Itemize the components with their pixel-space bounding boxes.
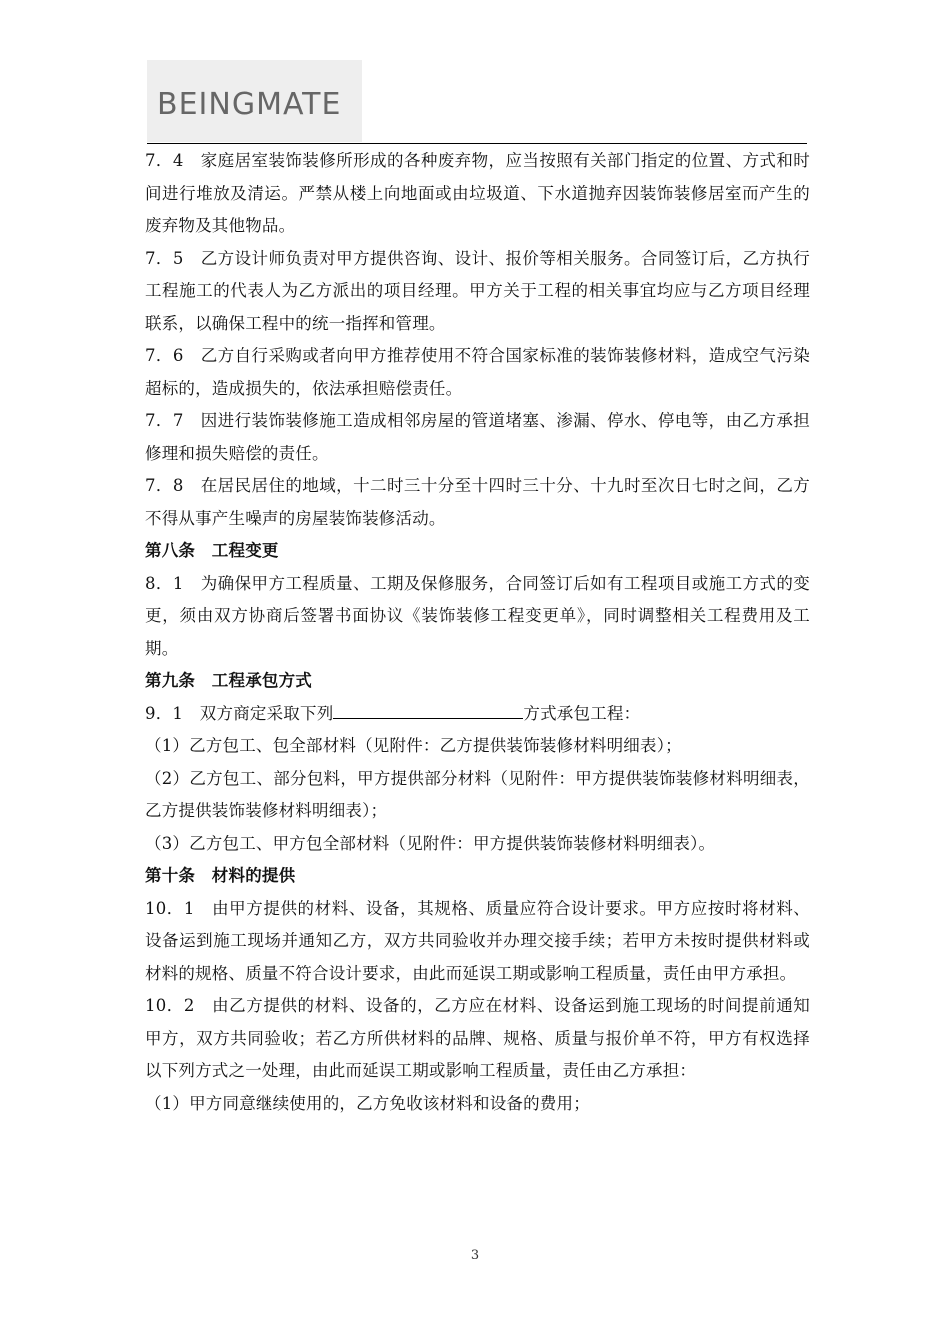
article-8-heading: 第八条 工程变更 [145,541,279,560]
clause-9-1-prefix: 9．1 双方商定采取下列 [145,703,334,723]
clause-7-6: 7．6 乙方自行采购或者向甲方推荐使用不符合国家标准的装饰装修材料，造成空气污染超标的，造成损失的，依法承担赔偿责任。 [145,346,810,398]
page-number: 3 [470,1248,480,1263]
logo-text: BEINGMATE [157,87,342,122]
clause-9-1-suffix: 方式承包工程： [523,703,641,723]
clause-7-8: 7．8 在居民居住的地域，十二时三十分至十四时三十分、十九时至次日七时之间，乙方不得从事产生噪声的房屋装饰装修活动。 [145,476,810,528]
option-3: （3）乙方包工、甲方包全部材料（见附件：甲方提供装饰装修材料明细表）。 [145,833,716,853]
company-logo [147,60,362,142]
document-body [145,145,810,1120]
clause-10-2-option-1: （1）甲方同意继续使用的，乙方免收该材料和设备的费用； [145,1093,590,1113]
option-1: （1）乙方包工、包全部材料（见附件：乙方提供装饰装修材料明细表）； [145,736,682,755]
clause-8-1: 8．1 为确保甲方工程质量、工期及保修服务，合同签订后如有工程项目或施工方式的变更，须由双方协商后签署书面协议《装饰装修工程变更单》，同时调整相关工程费用及工期。 [145,573,810,658]
header-rule [147,143,807,144]
clause-7-4: 7．4 家庭居室装饰装修所形成的各种废弃物，应当按照有关部门指定的位置、方式和时间进行堆放及清运。严禁从楼上向地面或由垃圾道、下水道抛弃因装饰装修居室而产生的废弃物及其他物品。 [145,151,810,235]
clause-10-2: 10．2 由乙方提供的材料、设备的，乙方应在材料、设备运到施工现场的时间提前通知甲方，双方共同验收；若乙方所供材料的品牌、规格、质量与报价单不符，甲方有权选择以下列方式之一处理，由此而延误工期或影响工程质量，责任由乙方承担： [145,996,810,1080]
clause-9-1 [145,698,810,731]
article-9-heading: 第九条 工程承包方式 [145,671,312,690]
clause-7-5: 7．5 乙方设计师负责对甲方提供咨询、设计、报价等相关服务。合同签订后，乙方执行工程施工的代表人为乙方派出的项目经理。甲方关于工程的相关事宜均应与乙方项目经理联系，以确保工程中的统一指挥和管理。 [145,248,810,333]
clause-7-7: 7．7 因进行装饰装修施工造成相邻房屋的管道堵塞、渗漏、停水、停电等，由乙方承担修理和损失赔偿的责任。 [145,411,810,463]
fill-in-blank[interactable] [333,698,523,719]
clause-10-1: 10．1 由甲方提供的材料、设备，其规格、质量应符合设计要求。甲方应按时将材料、设备运到施工现场并通知乙方，双方共同验收并办理交接手续；若甲方未按时提供材料或材料的规格、质量不符合设计要求，由此而延误工期或影响工程质量，责任由甲方承担。 [145,898,810,983]
option-2: （2）乙方包工、部分包料，甲方提供部分材料（见附件：甲方提供装饰装修材料明细表，乙方提供装饰装修材料明细表）； [145,768,810,820]
article-10-heading: 第十条 材料的提供 [145,866,296,885]
